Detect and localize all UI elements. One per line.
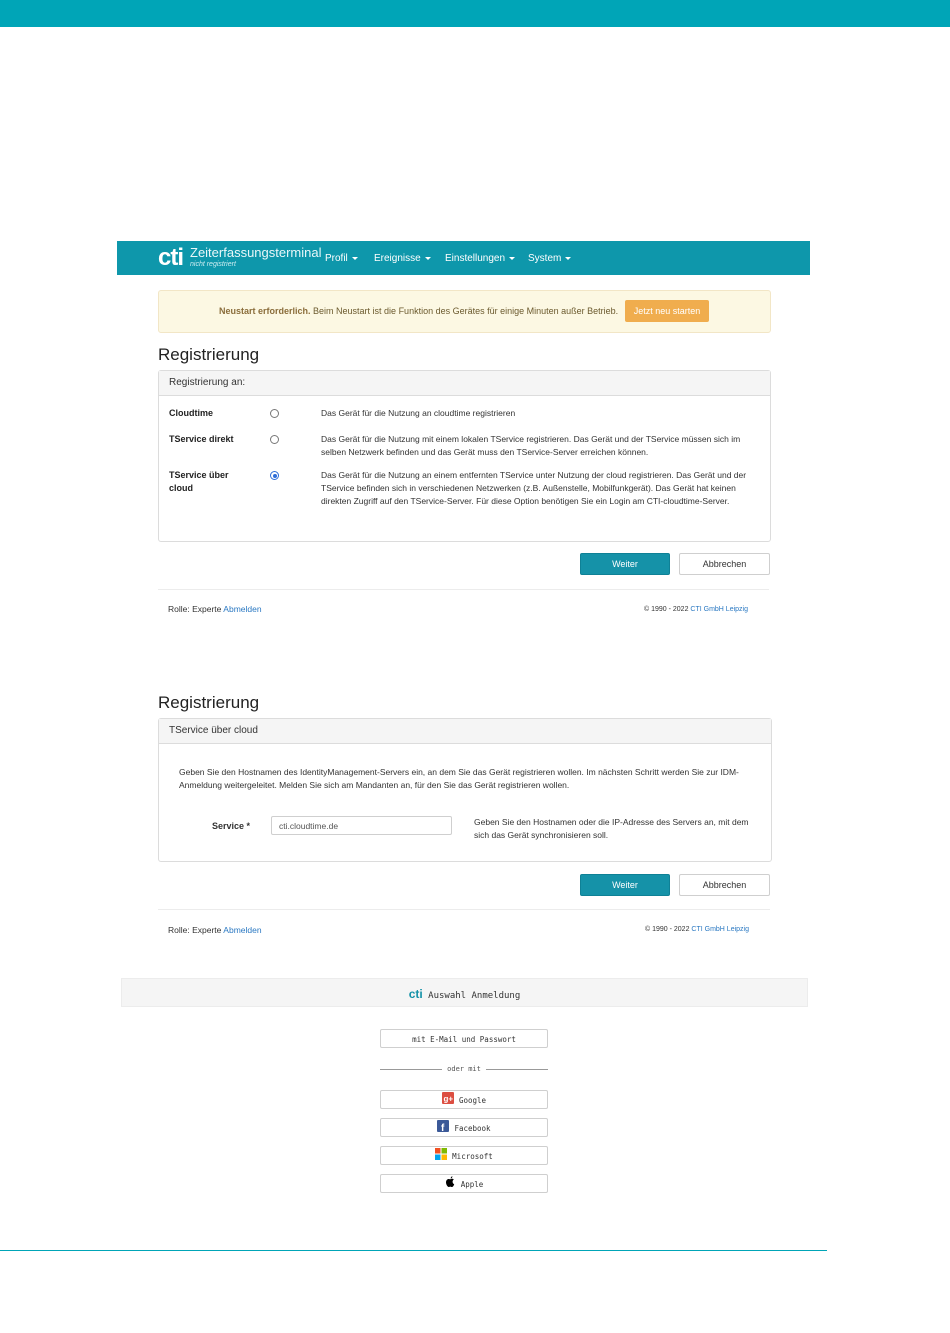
copyright-text: © 1990 - 2022	[645, 926, 690, 933]
option-desc-cloudtime: Das Gerät für die Nutzung an cloudtime registrieren	[321, 408, 516, 418]
navbar	[117, 241, 810, 275]
logout-link[interactable]: Abmelden	[223, 925, 262, 935]
role-text: Rolle: Experte	[168, 604, 222, 614]
option-label-tservice-cloud: TService über cloud	[169, 470, 229, 493]
alert-strong: Neustart erforderlich.	[219, 306, 311, 316]
tservice-cloud-panel	[158, 718, 772, 862]
caret-down-icon	[352, 257, 358, 260]
footer-copyright	[644, 606, 748, 613]
logout-link[interactable]: Abmelden	[223, 604, 262, 614]
menu-ereignisse[interactable]	[374, 253, 431, 264]
service-help-text: Geben Sie den Hostnamen oder die IP-Adresse des Servers an, mit dem sich das Gerät synchronisieren soll.	[474, 817, 749, 840]
apple-label: Apple	[460, 1180, 484, 1189]
registration-status: nicht registriert	[190, 261, 236, 268]
caret-down-icon	[509, 257, 515, 260]
microsoft-label: Microsoft	[452, 1152, 493, 1161]
menu-profil-label: Profil	[325, 253, 348, 264]
footer-copyright	[645, 926, 749, 933]
next-button[interactable]: Weiter	[580, 874, 670, 896]
apple-icon	[445, 1176, 456, 1195]
divider	[158, 909, 770, 910]
svg-text:g+: g+	[443, 1094, 454, 1103]
cti-logo[interactable]: cti	[158, 244, 184, 271]
radio-tservice-cloud[interactable]	[270, 471, 279, 480]
restart-alert	[158, 290, 771, 333]
login-title	[122, 987, 807, 1001]
app-name: Zeiterfassungsterminal	[190, 245, 322, 260]
cancel-button[interactable]: Abbrechen	[679, 874, 770, 896]
option-desc-tservice-cloud: Das Gerät für die Nutzung an einem entfernten TService unter Nutzung der cloud registrieren. Das Gerät und der TService befinden sich in verschiedenen Netzwerken (z.B. Außenstelle, Mobilfunkgerät). Das Gerät hat keinen direkten Zugriff auf den TService-Server. Für diese Option benötigen Sie ein Login am CTI-cloudtime-Server.	[321, 470, 747, 506]
radio-tservice-direkt[interactable]	[270, 435, 279, 444]
company-link[interactable]: CTI GmbH Leipzig	[691, 926, 749, 933]
alert-message	[219, 306, 618, 316]
menu-profil[interactable]	[325, 253, 358, 264]
google-login-button[interactable]	[380, 1090, 548, 1109]
option-label-cloudtime: Cloudtime	[169, 408, 213, 418]
email-password-button[interactable]: mit E-Mail und Passwort	[380, 1029, 548, 1048]
menu-system[interactable]	[528, 253, 571, 264]
caret-down-icon	[425, 257, 431, 260]
panel-heading-text: Registrierung an:	[169, 377, 246, 388]
role-text: Rolle: Experte	[168, 925, 222, 935]
svg-text:f: f	[441, 1122, 445, 1132]
footer-role	[168, 925, 262, 935]
facebook-icon	[437, 1120, 449, 1139]
bottom-divider	[0, 1250, 827, 1251]
panel-heading	[159, 371, 770, 396]
divider	[158, 589, 769, 590]
footer-role	[168, 604, 262, 614]
registration-panel	[158, 370, 771, 542]
service-field-label: Service *	[212, 821, 251, 831]
service-input[interactable]	[271, 816, 452, 835]
option-desc-tservice-direkt: Das Gerät für die Nutzung mit einem lokalen TService registrieren. Das Gerät und der TService müssen sich im selben Netzwerk befinden und das Gerät muss den TService-Server erreichen können.	[321, 434, 741, 457]
login-title-text: Auswahl Anmeldung	[428, 991, 521, 1001]
google-plus-icon	[442, 1092, 454, 1111]
company-link[interactable]: CTI GmbH Leipzig	[690, 606, 748, 613]
panel-heading	[159, 719, 771, 744]
page-title: Registrierung	[158, 693, 260, 712]
microsoft-login-button[interactable]	[380, 1146, 548, 1165]
google-label: Google	[458, 1096, 487, 1105]
restart-now-button[interactable]: Jetzt neu starten	[625, 300, 709, 322]
menu-system-label: System	[528, 253, 562, 264]
panel-heading-text: TService über cloud	[169, 725, 258, 736]
intro-text: Geben Sie den Hostnamen des IdentityManagement-Servers ein, an dem Sie das Gerät registrieren wollen. Im nächsten Schritt werden Sie zur IDM-Anmeldung weitergeleitet. Melden Sie sich am Mandanten an, für den Sie das Gerät registrieren wollen.	[179, 767, 739, 790]
top-accent-bar	[0, 0, 950, 27]
facebook-label: Facebook	[454, 1124, 491, 1133]
microsoft-icon	[435, 1148, 447, 1167]
page-title: Registrierung	[158, 345, 260, 364]
copyright-text: © 1990 - 2022	[644, 606, 689, 613]
facebook-login-button[interactable]	[380, 1118, 548, 1137]
menu-einstellungen[interactable]	[445, 253, 515, 264]
menu-ereignisse-label: Ereignisse	[374, 253, 421, 264]
caret-down-icon	[565, 257, 571, 260]
cancel-button[interactable]: Abbrechen	[679, 553, 770, 575]
alert-text: Beim Neustart ist die Funktion des Gerätes für einige Minuten außer Betrieb.	[310, 306, 619, 316]
login-header	[121, 978, 808, 1007]
or-text: oder mit	[447, 1065, 481, 1073]
option-label-tservice-direkt: TService direkt	[169, 434, 234, 444]
cti-logo: cti	[408, 987, 423, 1001]
radio-cloudtime[interactable]	[270, 409, 279, 418]
menu-einstellungen-label: Einstellungen	[445, 253, 506, 264]
apple-login-button[interactable]	[380, 1174, 548, 1193]
next-button[interactable]: Weiter	[580, 553, 670, 575]
